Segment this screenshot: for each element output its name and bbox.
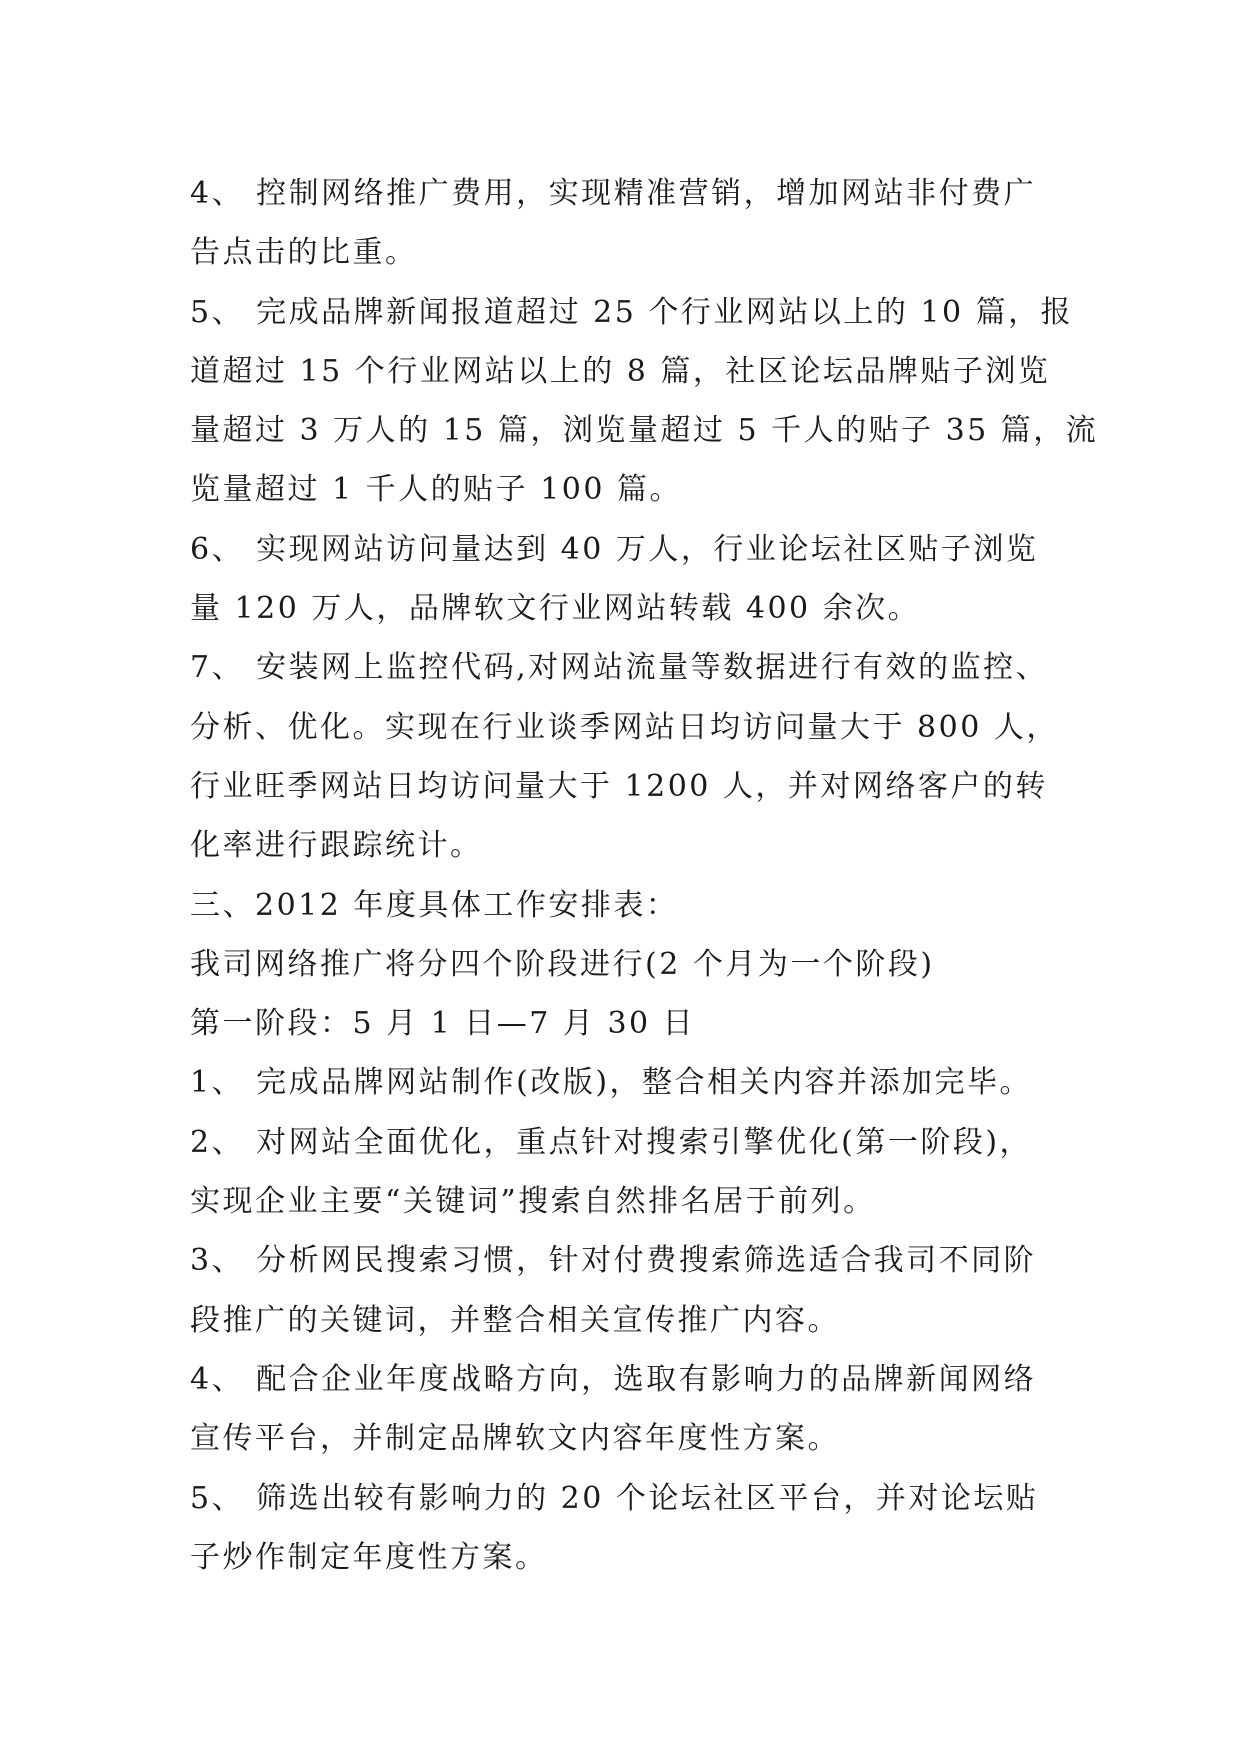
text-line: 5、 筛选出较有影响力的 20 个论坛社区平台，并对论坛贴 [190, 1480, 1039, 1516]
text-line: 7、 安装网上监控代码,对网站流量等数据进行有效的监控、 [190, 650, 1049, 686]
text-line: 览量超过 1 千人的贴子 100 篇。 [190, 472, 682, 508]
text-line: 道超过 15 个行业网站以上的 8 篇，社区论坛品牌贴子浏览 [190, 353, 1051, 389]
text-line: 2、 对网站全面优化，重点针对搜索引擎优化(第一阶段)， [190, 1124, 1033, 1160]
text-line: 告点击的比重。 [190, 235, 418, 271]
text-line: 量超过 3 万人的 15 篇，浏览量超过 5 千人的贴子 35 篇，流 [190, 413, 1099, 449]
text-line: 5、 完成品牌新闻报道超过 25 个行业网站以上的 10 篇，报 [190, 294, 1074, 330]
text-line: 4、 配合企业年度战略方向，选取有影响力的品牌新闻网络 [190, 1361, 1037, 1397]
text-line: 段推广的关键词，并整合相关宣传推广内容。 [190, 1302, 840, 1338]
text-line: 子炒作制定年度性方案。 [190, 1539, 548, 1575]
text-line: 4、 控制网络推广费用，实现精准营销，增加网站非付费广 [190, 176, 1037, 211]
text-line: 分析、优化。实现在行业谈季网站日均访问量大于 800 人， [190, 709, 1059, 745]
text-line: 行业旺季网站日均访问量大于 1200 人，并对网络客户的转 [190, 768, 1048, 804]
text-line: 量 120 万人，品牌软文行业网站转载 400 余次。 [190, 591, 921, 627]
text-line: 我司网络推广将分四个阶段进行(2 个月为一个阶段) [190, 946, 935, 982]
document-body [190, 164, 1099, 1587]
text-line: 3、 分析网民搜索习惯，针对付费搜索筛选适合我司不同阶 [190, 1243, 1037, 1279]
text-line: 6、 实现网站访问量达到 40 万人，行业论坛社区贴子浏览 [190, 531, 1039, 567]
text-line: 1、 完成品牌网站制作(改版)，整合相关内容并添加完毕。 [190, 1065, 1033, 1101]
text-line: 宣传平台，并制定品牌软文内容年度性方案。 [190, 1421, 840, 1457]
text-line: 化率进行跟踪统计。 [190, 828, 483, 864]
section-heading: 三、2012 年度具体工作安排表： [190, 887, 679, 923]
phase-heading: 第一阶段：5 月 1 日—7 月 30 日 [190, 1006, 696, 1042]
text-line: 实现企业主要“关键词”搜索自然排名居于前列。 [190, 1184, 876, 1220]
